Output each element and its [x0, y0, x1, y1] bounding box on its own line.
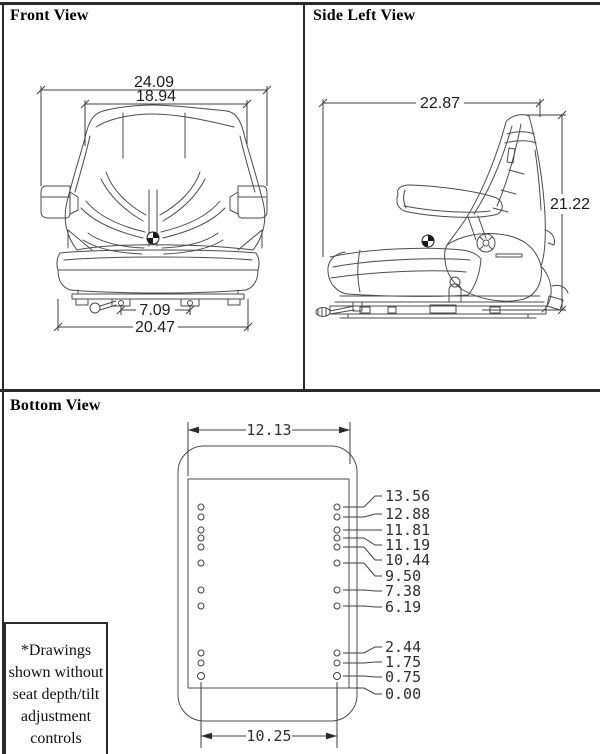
bottom-view-pan-drawing	[178, 446, 357, 721]
hole-position-labels	[385, 487, 430, 703]
hole-pos-2-44: 2.44	[385, 638, 422, 656]
hole-pos-9-50: 9.50	[385, 567, 422, 585]
front-base-width-value: 20.47	[134, 319, 176, 336]
front-backrest-width-value: 18.94	[135, 88, 177, 105]
front-mount-spacing-value: 7.09	[139, 302, 171, 319]
hole-pos-6-19: 6.19	[385, 598, 422, 616]
side-dim-depth	[319, 99, 544, 257]
front-view-title: Front View	[10, 7, 89, 24]
note-line-1: *Drawings	[20, 642, 92, 659]
bottom-pan-width-value: 12.13	[246, 421, 292, 439]
hole-pos-11-19: 11.19	[385, 536, 431, 554]
note-line-3: seat depth/tilt	[12, 686, 100, 703]
note-line-2: shown without	[8, 664, 104, 681]
hole-pos-13-56: 13.56	[385, 487, 431, 505]
note-line-5: controls	[30, 730, 82, 747]
side-left-view-title: Side Left View	[313, 7, 416, 24]
front-view-seat-drawing	[41, 105, 267, 313]
hole-pos-0-00: 0.00	[385, 685, 422, 703]
bottom-hole-span-value: 10.25	[246, 727, 292, 745]
hole-pos-11-81: 11.81	[385, 521, 431, 539]
side-height-value: 21.22	[549, 196, 591, 213]
hole-pos-7-38: 7.38	[385, 582, 422, 600]
side-view-seat-drawing	[316, 115, 568, 318]
bottom-view-title: Bottom View	[10, 397, 101, 414]
front-dim-backrest-width	[81, 100, 251, 146]
side-depth-value: 22.87	[419, 95, 461, 112]
hole-pos-12-88: 12.88	[385, 505, 431, 523]
hole-pos-10-44: 10.44	[385, 551, 431, 569]
side-cg-symbol	[422, 235, 434, 247]
hole-pos-0-75: 0.75	[385, 668, 422, 686]
mounting-holes	[198, 504, 341, 680]
front-overall-width-value: 24.09	[133, 74, 175, 91]
hole-pos-1-75: 1.75	[385, 653, 422, 671]
front-cg-symbol	[147, 232, 159, 244]
note-line-4: adjustment	[20, 708, 92, 725]
